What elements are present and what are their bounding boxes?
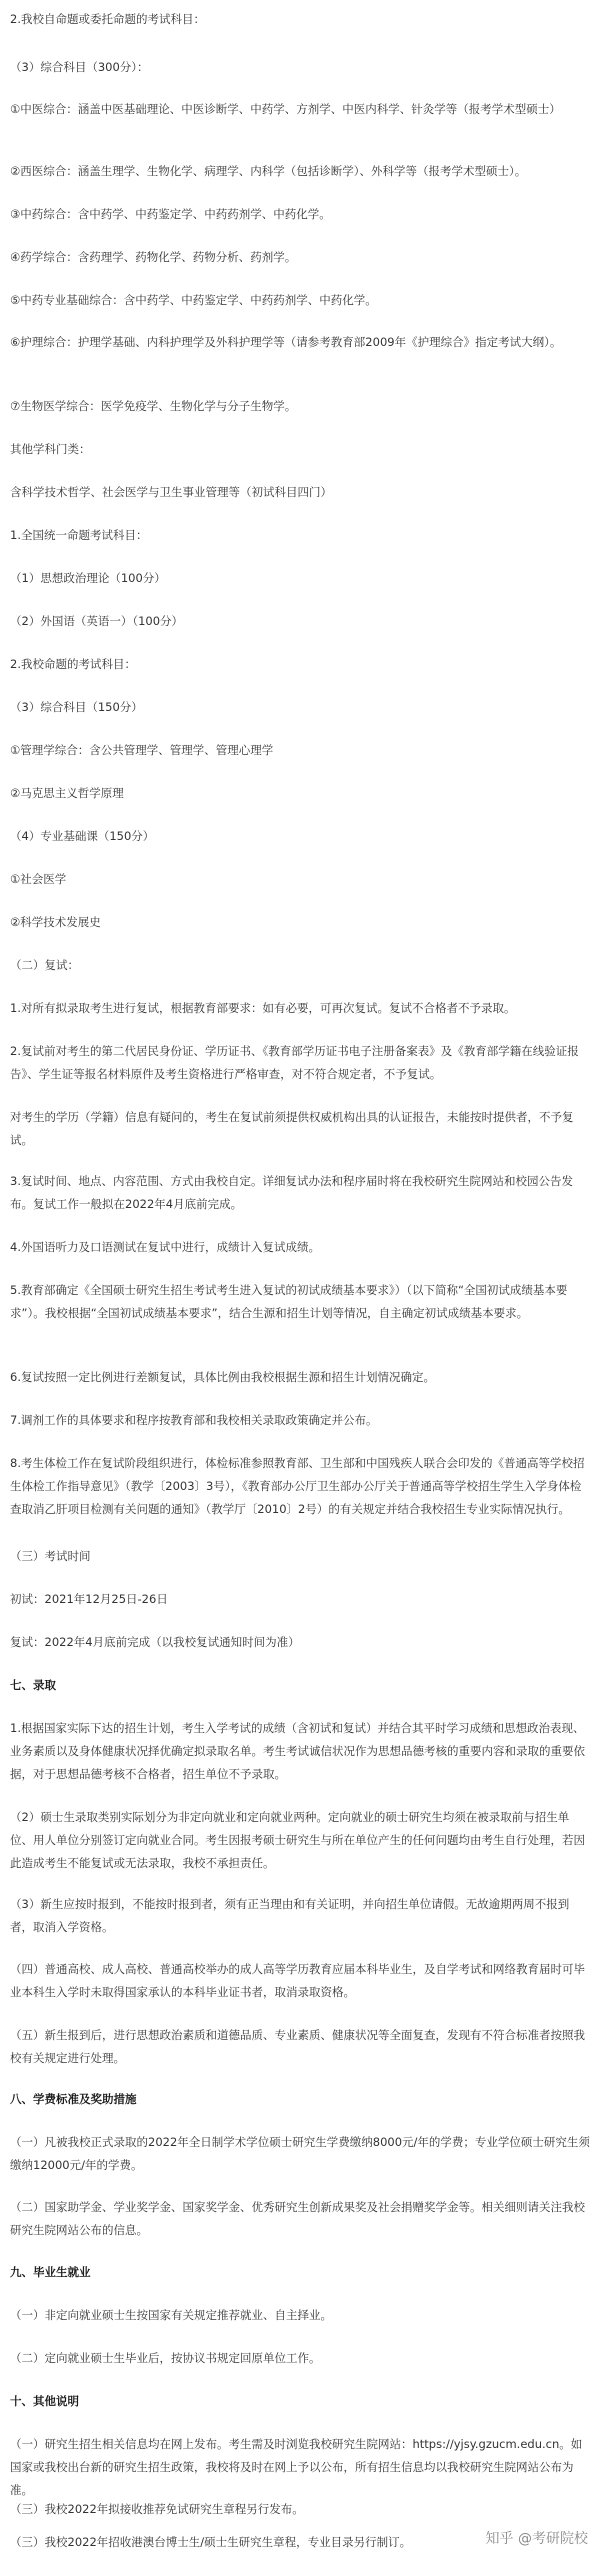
paragraph-line: ①社会医学 — [10, 872, 67, 886]
paragraph-line: ③中药综合：含中药学、中药鉴定学、中药药剂学、中药化学。 — [10, 207, 331, 221]
paragraph-line: 2.我校命题的考试科目： — [10, 657, 136, 671]
zhihu-watermark: 知乎 @考研院校 — [485, 2531, 588, 2547]
paragraph-line: 7.调剂工作的具体要求和程序按教育部和我校相关录取政策确定并公布。 — [10, 1413, 378, 1427]
paragraph-line: （3）综合科目（300分）： — [10, 60, 149, 74]
paragraph-line: 5.教育部确定《全国硕士研究生招生考试考生进入复试的初试成绩基本要求》）（以下简称“全国初试成绩基本要求”）。我校根据“全国初试成绩基本要求”，结合生源和招生计划等情况，自主确定初试成绩基本要求。 — [10, 1283, 568, 1320]
paragraph-line: ⑦生物医学综合：医学免疫学、生物化学与分子生物学。 — [10, 399, 297, 413]
paragraph-line: 2.复试前对考生的第二代居民身份证、学历证书、《教育部学历证书电子注册备案表》及《教育部学籍在线验证报告》、学生证等报名材料原件及考生资格进行严格审查，对不符合规定者，不予复试。 — [10, 1044, 579, 1081]
paragraph-line: 复试：2022年4月底前完成（以我校复试通知时间为准） — [10, 1635, 300, 1649]
paragraph-line: 1.全国统一命题考试科目： — [10, 528, 148, 542]
paragraph-line: 2.我校自命题或委托命题的考试科目： — [10, 12, 205, 26]
paragraph-line: ④药学综合：含药理学、药物化学、药物分析、药剂学。 — [10, 250, 297, 264]
paragraph-line: 初试：2021年12月25日-26日 — [10, 1592, 168, 1606]
section-heading: 九、毕业生就业 — [10, 2265, 91, 2279]
paragraph-line: ②科学技术发展史 — [10, 915, 101, 929]
paragraph-line: ①管理学综合：含公共管理学、管理学、管理心理学 — [10, 743, 274, 757]
paragraph-line: （五）新生报到后，进行思想政治素质和道德品质、专业素质、健康状况等全面复查，发现有不符合标准者按照我校有关规定进行处理。 — [10, 2028, 585, 2065]
paragraph-line: 6.复试按照一定比例进行差额复试，具体比例由我校根据生源和招生计划情况确定。 — [10, 1370, 435, 1384]
paragraph-line: 4.外国语听力及口语测试在复试中进行，成绩计入复试成绩。 — [10, 1240, 320, 1254]
paragraph-line: （二）定向就业硕士生毕业后，按协议书规定回原单位工作。 — [10, 2351, 321, 2365]
paragraph-line: （一）非定向就业硕士生按国家有关规定推荐就业、自主择业。 — [10, 2308, 332, 2322]
section-heading: 七、录取 — [10, 1678, 56, 1692]
section-heading: 八、学费标准及奖助措施 — [10, 2092, 137, 2106]
paragraph-line: ②马克思主义哲学原理 — [10, 786, 124, 800]
paragraph-line: 3.复试时间、地点、内容范围、方式由我校自定。详细复试办法和程序届时将在我校研究生院网站和校园公告发布。复试工作一般拟在2022年4月底前完成。 — [10, 1174, 573, 1211]
paragraph-line: ①中医综合：涵盖中医基础理论、中医诊断学、中药学、方剂学、中医内科学、针灸学等（报考学术型硕士） — [10, 102, 561, 116]
paragraph-line: （四）普通高校、成人高校、普通高校举办的成人高等学历教育应届本科毕业生，及自学考试和网络教育届时可毕业本科生入学时未取得国家承认的本科毕业证书者，取消录取资格。 — [10, 1962, 585, 1999]
paragraph-line: （三）我校2022年招收港澳台博士生/硕士生研究生章程，专业目录另行制订。 — [10, 2535, 412, 2549]
paragraph-line: （一）凡被我校正式录取的2022年全日制学术学位硕士研究生学费缴纳8000元/年的学费；专业学位硕士研究生须缴纳12000元/年的学费。 — [10, 2135, 590, 2172]
paragraph-line: （3）综合科目（150分） — [10, 700, 143, 714]
paragraph-line: 对考生的学历（学籍）信息有疑问的，考生在复试前须提供权威机构出具的认证报告，未能按时提供者，不予复试。 — [10, 1110, 574, 1147]
paragraph-line: （三）我校2022年拟接收推荐免试研究生章程另行发布。 — [10, 2502, 304, 2516]
paragraph-line: （二）复试： — [10, 958, 79, 972]
paragraph-line: （2）外国语（英语一）（100分） — [10, 614, 184, 628]
paragraph-line: （1）思想政治理论（100分） — [10, 571, 166, 585]
paragraph-line: （一）研究生招生相关信息均在网上发布。考生需及时浏览我校研究生院网站：https://yjsy.gzucm.edu.cn。如国家或我校出台新的研究生招生政策，我校将及时在网上予以公布，所有招生信息均以我校研究生院网站公布为准。 — [10, 2437, 583, 2497]
paragraph-line: （3）新生应按时报到，不能按时报到者，须有正当理由和有关证明，并向招生单位请假。无故逾期两周不报到者，取消入学资格。 — [10, 1897, 570, 1934]
paragraph-line: ⑤中药专业基础综合：含中药学、中药鉴定学、中药药剂学、中药化学。 — [10, 293, 377, 307]
paragraph-line: （2）硕士生录取类别实际划分为非定向就业和定向就业两种。定向就业的硕士研究生均须在被录取前与招生单位、用人单位分别签订定向就业合同。考生因报考硕士研究生与所在单位产生的任何问题均由考生自行处理，若因此造成考生不能复试或无法录取，我校不承担责任。 — [10, 1810, 585, 1870]
paragraph-line: 含科学技术哲学、社会医学与卫生事业管理等（初试科目四门） — [10, 485, 332, 499]
paragraph-line: 8.考生体检工作在复试阶段组织进行，体检标准参照教育部、卫生部和中国残疾人联合会印发的《普通高等学校招生体检工作指导意见》（教学〔2003〕3号），《教育部办公厅卫生部办公厅关于普通高等学校招生学生入学身体检查取消乙肝项目检测有关问题的通知》（教学厅〔2010〕2号）的有关规定并结合我校招生专业实际情况执行。 — [10, 1456, 585, 1516]
paragraph-line: （三）考试时间 — [10, 1549, 91, 1563]
paragraph-line: 1.对所有拟录取考生进行复试，根据教育部要求：如有必要，可再次复试。复试不合格者不予录取。 — [10, 1001, 516, 1015]
paragraph-line: 其他学科门类： — [10, 442, 91, 456]
paragraph-line: 1.根据国家实际下达的招生计划，考生入学考试的成绩（含初试和复试）并结合其平时学习成绩和思想政治表现、业务素质以及身体健康状况择优确定拟录取名单。考生考试诚信状况作为思想品德考核的重要内容和录取的重要依据，对于思想品德考核不合格者，招生单位不予录取。 — [10, 1721, 585, 1781]
paragraph-line: ②西医综合：涵盖生理学、生物化学、病理学、内科学（包括诊断学）、外科学等（报考学术型硕士）。 — [10, 164, 527, 178]
paragraph-line: （4）专业基础课（150分） — [10, 829, 155, 843]
paragraph-line: ⑥护理综合：护理学基础、内科护理学及外科护理学等（请参考教育部2009年《护理综合》指定考试大纲）。 — [10, 335, 562, 349]
section-heading: 十、其他说明 — [10, 2394, 79, 2408]
paragraph-line: （二）国家助学金、学业奖学金、国家奖学金、优秀研究生创新成果奖及社会捐赠奖学金等。相关细则请关注我校研究生院网站公布的信息。 — [10, 2200, 585, 2237]
